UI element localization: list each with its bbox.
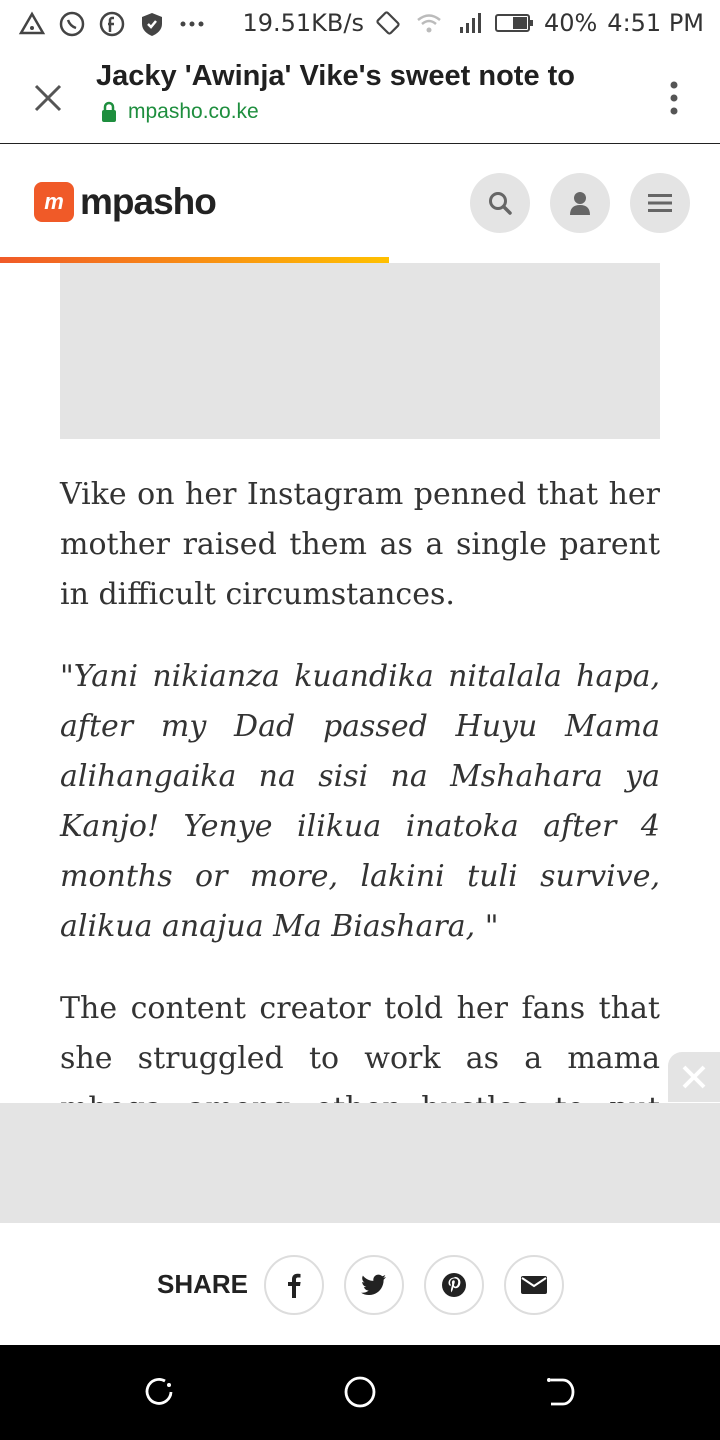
logo-text: mpasho [80,181,216,222]
share-pinterest-button[interactable] [424,1255,484,1315]
battery-icon [494,9,534,37]
close-icon [681,1064,707,1090]
search-icon [487,190,513,216]
hamburger-icon [647,192,673,214]
recents-icon[interactable] [143,1375,177,1409]
ad-close-button[interactable] [668,1052,720,1102]
facebook-icon [287,1272,301,1298]
logo-mark: m [34,182,74,222]
page-title: Jacky 'Awinja' Vike's sweet note to [96,60,575,92]
system-nav-bar [0,1345,720,1440]
battery-percent: 40% [543,9,598,37]
share-facebook-button[interactable] [264,1255,324,1315]
account-button[interactable] [550,173,610,233]
url-display[interactable] [100,100,259,124]
wifi-icon [412,9,446,37]
site-header [0,145,720,263]
bottom-ad-banner [0,1103,720,1223]
back-icon[interactable] [543,1375,577,1409]
article-paragraph: Vike on her Instagram penned that her mother raised them as a single parent in difficult circumstances. [60,477,660,612]
more-vert-icon[interactable] [668,80,680,116]
share-twitter-button[interactable] [344,1255,404,1315]
home-icon[interactable] [343,1375,377,1409]
url-text: mpasho.co.ke [128,100,259,123]
status-bar [0,0,720,50]
clock: 4:51 PM [607,9,704,37]
whatsapp-icon [58,10,86,38]
net-speed: 19.51KB/s [242,9,364,37]
share-label: SHARE [157,1269,249,1299]
close-icon[interactable] [30,80,66,116]
article-paragraph: The content creator told her fans that she struggled to work as a mama [60,991,660,1076]
site-logo[interactable] [34,181,216,223]
user-icon [568,190,592,216]
lock-icon [100,101,118,123]
shield-icon [138,10,166,38]
rotate-icon [374,9,402,37]
share-bar [0,1223,720,1345]
facebook-icon [98,10,126,38]
twitter-icon [361,1274,387,1296]
search-button[interactable] [470,173,530,233]
pinterest-icon [441,1272,467,1298]
share-email-button[interactable] [504,1255,564,1315]
alert-icon [18,10,46,38]
envelope-icon [520,1274,548,1296]
more-dots-icon [178,10,206,38]
article-quote: "Yani nikianza kuandika nitalala hapa, after my Dad passed Huyu Mama alihangaika na sisi na Mshahara ya Kanjo! Yenye ilikua inatoka after 4 months or more, lakini tuli survive, alikua anajua Ma Biashara, " [60,659,660,944]
menu-button[interactable] [630,173,690,233]
custom-tab-bar [0,50,720,144]
ad-placeholder [60,263,660,439]
signal-icon [456,9,484,37]
